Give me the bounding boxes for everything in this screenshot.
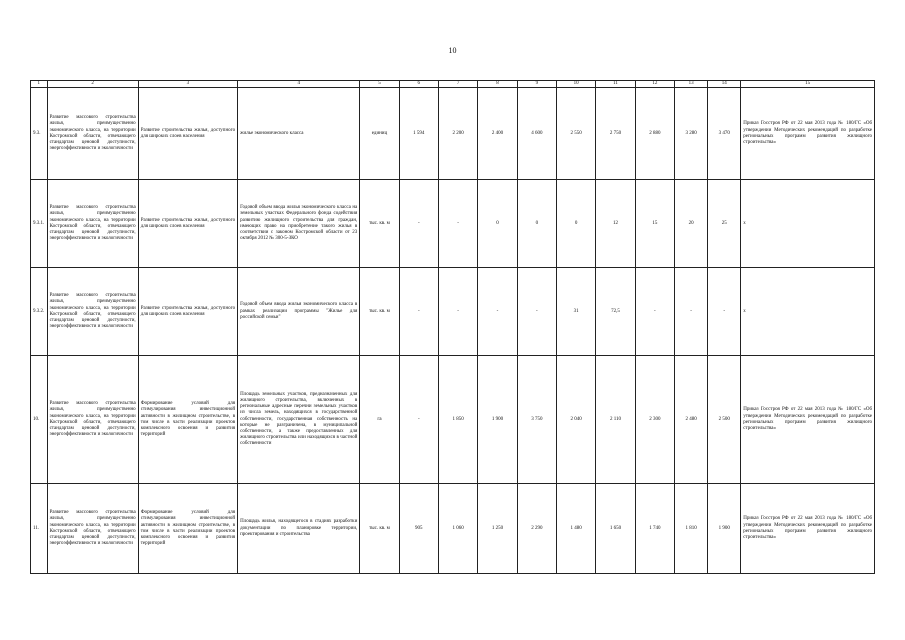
row-id: 10. <box>31 356 48 484</box>
indicator-cell: Площадь жилья, находящегося в стадиях разработки документации по планировке территории, проектирования и строительства <box>238 484 360 574</box>
value-cell: 0 <box>557 180 596 268</box>
value-cell: 1 250 <box>478 484 517 574</box>
value-cell: 15 <box>635 180 674 268</box>
goal-cell: Развитие массового строительства жилья, преимущественно экономического класса, на территории Костромской области, отвечающего стандартам ценовой доступности, энергоэффективности и экологичности <box>47 88 138 180</box>
value-cell: 2 500 <box>708 356 741 484</box>
value-cell: - <box>438 268 477 356</box>
table-row <box>31 356 875 484</box>
source-cell: Приказ Госстроя РФ от 22 мая 2013 года № 180/ГС «Об утверждении Методических рекомендаций по разработке региональных программ развития жилищного строительства» <box>741 356 875 484</box>
value-cell: - <box>399 180 438 268</box>
task-cell: Формирование условий для стимулирования инвестиционной активности в жилищном строительстве, в том числе в части реализации проектов комплексного освоения и развития территорий <box>138 356 237 484</box>
value-cell: 3 280 <box>675 88 708 180</box>
value-cell: 1 740 <box>635 484 674 574</box>
value-cell: 1 850 <box>438 356 477 484</box>
value-cell: 2 200 <box>438 88 477 180</box>
indicators-table <box>30 80 875 574</box>
indicator-cell: жилье экономического класса <box>238 88 360 180</box>
row-id: 9.3.1. <box>31 180 48 268</box>
header-cell: 4 <box>238 81 360 88</box>
source-cell: х <box>741 268 875 356</box>
value-cell: 1 650 <box>596 484 635 574</box>
page-number: 10 <box>448 46 457 55</box>
header-cell: 3 <box>138 81 237 88</box>
header-cell: 13 <box>675 81 708 88</box>
task-cell: Развитие строительства жилья, доступного для широких слоев населения <box>138 180 237 268</box>
goal-cell: Развитие массового строительства жилья, преимущественно экономического класса, на территории Костромской области, отвечающего стандартам ценовой доступности, энергоэффективности и экологичности <box>47 484 138 574</box>
value-cell: 2 550 <box>557 88 596 180</box>
goal-cell: Развитие массового строительства жилья, преимущественно экономического класса, на территории Костромской области, отвечающего стандартам ценовой доступности, энергоэффективности и экологичности <box>47 268 138 356</box>
header-cell: 7 <box>438 81 477 88</box>
header-row <box>31 81 875 88</box>
header-cell: 9 <box>517 81 556 88</box>
goal-cell: Развитие массового строительства жилья, преимущественно экономического класса, на территории Костромской области, отвечающего стандартам ценовой доступности, энергоэффективности и экологичности <box>47 356 138 484</box>
value-cell: 2 480 <box>675 356 708 484</box>
value-cell: 1 810 <box>675 484 708 574</box>
task-cell: Развитие строительства жилья, доступного для широких слоев населения <box>138 268 237 356</box>
goal-cell: Развитие массового строительства жилья, преимущественно экономического класса, на территории Костромской области, отвечающего стандартам ценовой доступности, энергоэффективности и экологичности <box>47 180 138 268</box>
header-cell: 11 <box>596 81 635 88</box>
row-id: 9.3. <box>31 88 48 180</box>
value-cell: 2 750 <box>596 88 635 180</box>
table-row <box>31 484 875 574</box>
value-cell: 1 480 <box>557 484 596 574</box>
indicator-cell: Годовой объем ввода жилья экономического класса в рамках реализации программы "Жилье для российской семьи" <box>238 268 360 356</box>
value-cell: - <box>635 268 674 356</box>
value-cell: 25 <box>708 180 741 268</box>
header-cell: 12 <box>635 81 674 88</box>
unit-cell: тыс. кв. м <box>360 484 399 574</box>
value-cell: 2 400 <box>478 88 517 180</box>
table-row <box>31 268 875 356</box>
value-cell: 1 594 <box>399 88 438 180</box>
value-cell: 2 880 <box>635 88 674 180</box>
unit-cell: га <box>360 356 399 484</box>
indicator-cell: Площадь земельных участков, предназначенных для жилищного строительства, включенных в региональные адресные перечни земельных участков из числа земель, находящихся в государственной собственности, государственная собственность на которые не разграничена, в муниципальной собственности, а также предоставленных для жилищного строительства или находящихся в частной собственности <box>238 356 360 484</box>
value-cell: - <box>675 268 708 356</box>
header-cell: 15 <box>741 81 875 88</box>
value-cell: 905 <box>399 484 438 574</box>
row-id: 9.3.2. <box>31 268 48 356</box>
task-cell: Развитие строительства жилья, доступного для широких слоев населения <box>138 88 237 180</box>
indicator-cell: Годовой объем ввода жилья экономического класса на земельных участках Федерального фонда содействия развитию жилищного строительства для граждан, имеющих право на приобретение такого жилья в соответствии с законом Костромской области от 23 октября 2012 № 300-5-ЗКО <box>238 180 360 268</box>
source-cell: Приказ Госстроя РФ от 22 мая 2013 года № 180/ГС «Об утверждении Методических рекомендаций по разработке региональных программ развития жилищного строительства» <box>741 88 875 180</box>
value-cell: 3 750 <box>517 356 556 484</box>
value-cell: 2 300 <box>635 356 674 484</box>
value-cell: 0 <box>478 180 517 268</box>
unit-cell: единиц <box>360 88 399 180</box>
value-cell: 12 <box>596 180 635 268</box>
value-cell: 31 <box>557 268 596 356</box>
value-cell: 4 600 <box>517 88 556 180</box>
value-cell: - <box>438 180 477 268</box>
value-cell: 2 290 <box>517 484 556 574</box>
value-cell: - <box>478 268 517 356</box>
header-cell: 6 <box>399 81 438 88</box>
value-cell: 2 110 <box>596 356 635 484</box>
header-cell: 14 <box>708 81 741 88</box>
header-cell: 1 <box>31 81 48 88</box>
task-cell: Формирование условий для стимулирования инвестиционной активности в жилищном строительстве, в том числе в части реализации проектов комплексного освоения и развития территорий <box>138 484 237 574</box>
unit-cell: тыс. кв. м <box>360 180 399 268</box>
header-cell: 5 <box>360 81 399 88</box>
value-cell: 0 <box>517 180 556 268</box>
value-cell: - <box>399 268 438 356</box>
value-cell: 72,5 <box>596 268 635 356</box>
row-id: 11. <box>31 484 48 574</box>
unit-cell: тыс. кв. м <box>360 268 399 356</box>
table-row <box>31 88 875 180</box>
table-row <box>31 180 875 268</box>
value-cell: 3 470 <box>708 88 741 180</box>
value-cell: 2 040 <box>557 356 596 484</box>
value-cell: 20 <box>675 180 708 268</box>
header-cell: 2 <box>47 81 138 88</box>
value-cell: - <box>517 268 556 356</box>
header-cell: 10 <box>557 81 596 88</box>
value-cell: - <box>399 356 438 484</box>
source-cell: Приказ Госстроя РФ от 22 мая 2013 года № 180/ГС «Об утверждении Методических рекомендаций по разработке региональных программ развития жилищного строительства» <box>741 484 875 574</box>
value-cell: - <box>708 268 741 356</box>
source-cell: х <box>741 180 875 268</box>
header-cell: 8 <box>478 81 517 88</box>
value-cell: 1 900 <box>478 356 517 484</box>
value-cell: 1 060 <box>438 484 477 574</box>
value-cell: 1 900 <box>708 484 741 574</box>
